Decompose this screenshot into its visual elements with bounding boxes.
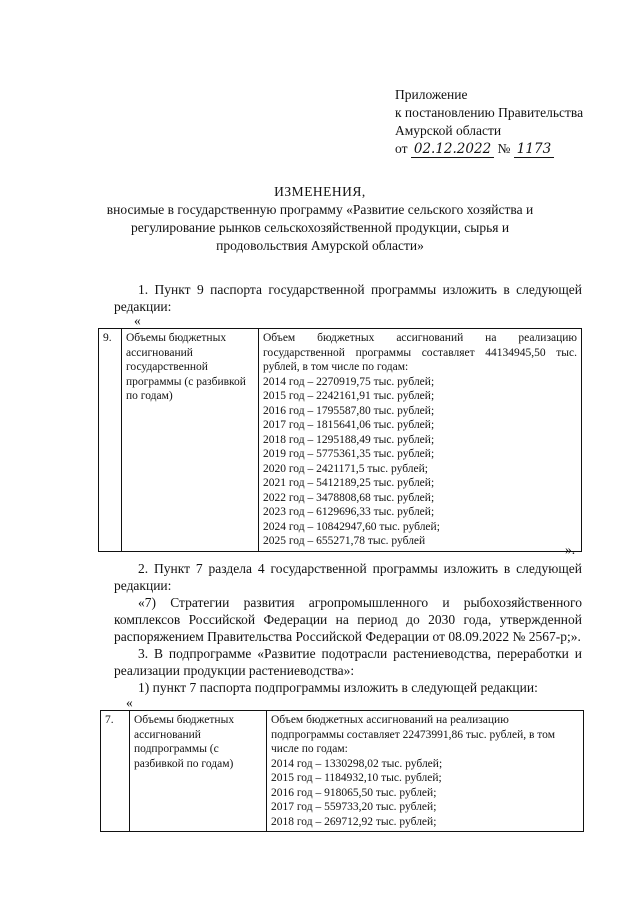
appendix-line2: к постановлению Правительства xyxy=(395,105,584,120)
item3-table xyxy=(100,710,584,832)
title-heading: ИЗМЕНЕНИЯ, xyxy=(274,184,366,199)
year-line: 2020 год – 2421171,5 тыс. рублей; xyxy=(263,462,428,475)
row-values xyxy=(267,711,584,832)
handwritten-number: 1173 xyxy=(514,141,554,158)
item2-quote-text: «7) Стратегии развития агропромышленного и рыбохозяйственного комплексов Российской Федерации на период до 2030 года, утвержденной распоряжением Правительства Российской Федерации от 08.09.2022 № 2567-р;». xyxy=(114,595,582,644)
year-line: 2015 год – 2242161,91 тыс. рублей; xyxy=(263,390,435,402)
year-line: 2018 год – 1295188,49 тыс. рублей; xyxy=(263,433,435,446)
table-row xyxy=(101,711,584,832)
year-line: 2019 год – 5775361,35 тыс. рублей; xyxy=(263,448,435,460)
year-line: 2021 год – 5412189,25 тыс. рублей; xyxy=(263,477,435,489)
row-number: 7. xyxy=(101,711,130,832)
title-line3: продовольствия Амурской области» xyxy=(216,238,424,253)
intro-line: Объем бюджетных ассигнований на реализацию xyxy=(263,332,577,344)
item1-table xyxy=(98,328,582,552)
year-line: 2015 год – 1184932,10 тыс. рублей; xyxy=(271,772,442,784)
year-line: 2024 год – 10842947,60 тыс. рублей; xyxy=(263,520,440,533)
year-line: 2025 год – 655271,78 тыс. рублей xyxy=(263,535,426,547)
year-line: 2017 год – 1815641,06 тыс. рублей; xyxy=(263,419,435,431)
date-prefix: от xyxy=(395,141,408,156)
handwritten-date: 02.12.2022 xyxy=(411,141,494,158)
row-label: Объемы бюджетных ассигнований подпрограммы (с разбивкой по годам) xyxy=(130,711,267,832)
title-line1: вносимые в государственную программу «Развитие сельского хозяйства и xyxy=(106,202,534,217)
year-line: 2016 год – 918065,50 тыс. рублей; xyxy=(271,786,437,799)
appendix-block xyxy=(395,86,583,158)
item3-open-quote: « xyxy=(126,695,133,710)
item2-text: 2. Пункт 7 раздела 4 государственной программы изложить в следующей редакции: xyxy=(114,561,582,593)
item3-sub1: 1) пункт 7 паспорта подпрограммы изложить в следующей редакции: xyxy=(138,680,538,695)
year-line: 2017 год – 559733,20 тыс. рублей; xyxy=(271,801,437,813)
year-line: 2014 год – 1330298,02 тыс. рублей; xyxy=(271,757,443,770)
title-line2: регулирование рынков сельскохозяйственной продукции, сырья и xyxy=(130,220,510,235)
intro-line: государственной программы составляет 44134945,50 тыс. xyxy=(263,346,577,359)
appendix-line1: Приложение xyxy=(395,87,468,102)
row-label: Объемы бюджетных ассигнований государственной программы (с разбивкой по годам) xyxy=(122,329,259,552)
year-line: 2016 год – 1795587,80 тыс. рублей; xyxy=(263,404,435,417)
year-line: 2023 год – 6129696,33 тыс. рублей; xyxy=(263,506,435,518)
document-title xyxy=(0,183,640,255)
item3-text: 3. В подпрограмме «Развитие подотрасли растениеводства, переработки и реализации продукции растениеводства»: xyxy=(114,646,582,678)
year-line: 2014 год – 2270919,75 тыс. рублей; xyxy=(263,375,435,388)
intro-line: рублей, в том числе по годам: xyxy=(263,361,409,373)
appendix-date-line xyxy=(395,140,583,158)
item1-text: 1. Пункт 9 паспорта государственной программы изложить в следующей редакции: xyxy=(114,282,582,314)
item1-open-quote: « xyxy=(134,313,141,328)
intro-text: Объем бюджетных ассигнований на реализацию подпрограммы составляет 22473991,86 тыс. рублей, в том числе по годам: xyxy=(271,714,555,755)
appendix-line3: Амурской области xyxy=(395,123,502,138)
year-line: 2022 год – 3478808,68 тыс. рублей; xyxy=(263,491,435,504)
table-row xyxy=(99,329,582,552)
year-line: 2018 год – 269712,92 тыс. рублей; xyxy=(271,815,437,828)
row-number: 9. xyxy=(99,329,122,552)
number-prefix: № xyxy=(497,141,511,156)
row-values xyxy=(259,329,582,552)
item1-close-quote: ». xyxy=(565,542,576,557)
